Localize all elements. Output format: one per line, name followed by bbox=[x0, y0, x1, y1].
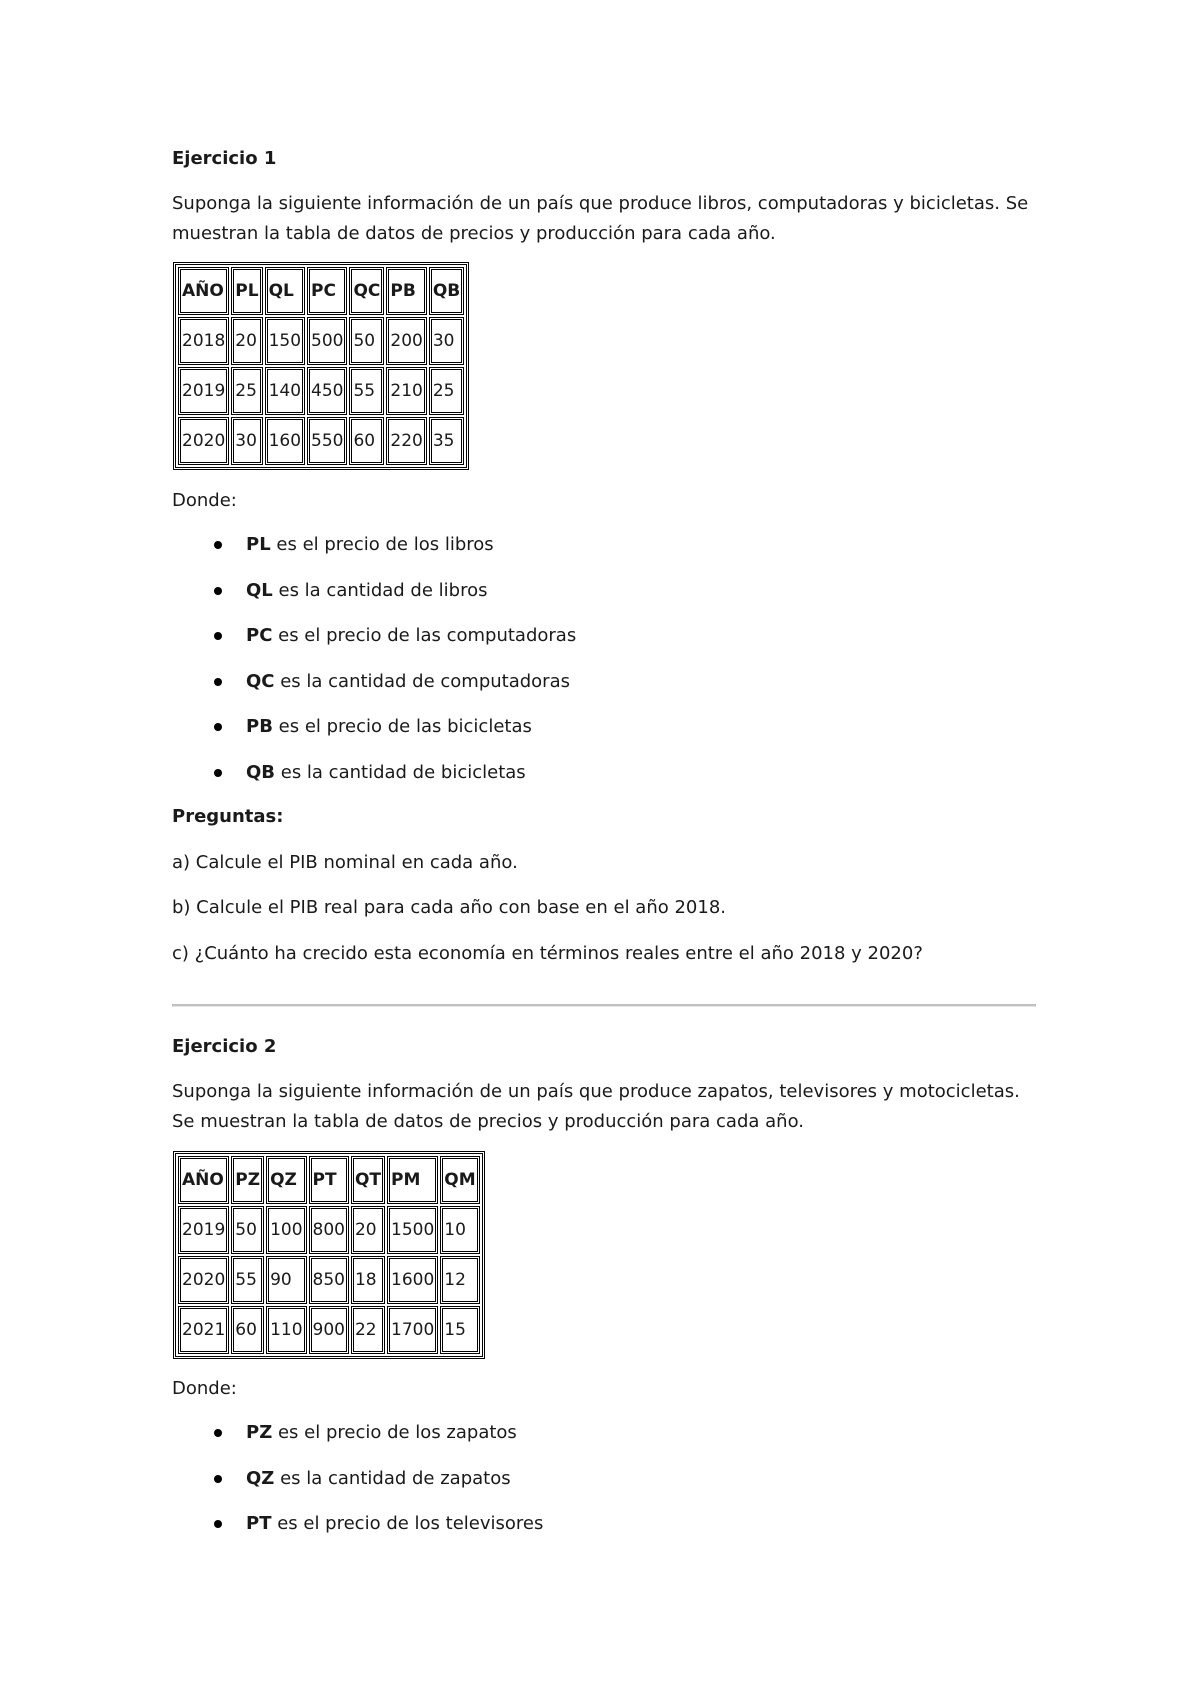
table-cell: 90 bbox=[266, 1256, 306, 1304]
table-header-cell: QB bbox=[429, 267, 464, 315]
table-header-cell: QC bbox=[349, 267, 384, 315]
exercise-1-intro-line-2: muestran la tabla de datos de precios y producción para cada año. bbox=[172, 223, 776, 244]
bullet-icon bbox=[214, 723, 222, 731]
table-cell: 50 bbox=[349, 317, 384, 365]
exercise-1-data-table bbox=[173, 262, 469, 470]
bullet-icon bbox=[214, 541, 222, 549]
exercise-2-data-table bbox=[173, 1151, 485, 1359]
table-header-cell: QZ bbox=[266, 1156, 306, 1204]
exercise-1-intro-line-1: Suponga la siguiente información de un país que produce libros, computadoras y bicicletas. Se bbox=[172, 193, 1029, 214]
exercise-1-question-a: a) Calcule el PIB nominal en cada año. bbox=[172, 852, 518, 873]
definition-term: QL bbox=[246, 579, 273, 601]
definition-term: QB bbox=[246, 761, 276, 783]
table-header-cell: PT bbox=[309, 1156, 349, 1204]
table-header-cell: PC bbox=[307, 267, 347, 315]
table-cell: 18 bbox=[351, 1256, 385, 1304]
definition-text: es la cantidad de libros bbox=[272, 579, 488, 601]
table-cell: 50 bbox=[231, 1206, 264, 1254]
definition-text: es el precio de los televisores bbox=[271, 1513, 544, 1534]
table-cell: 2020 bbox=[178, 417, 229, 465]
definition-text: es la cantidad de zapatos bbox=[274, 1467, 511, 1489]
table-cell: 1700 bbox=[387, 1306, 438, 1354]
bullet-icon bbox=[214, 1429, 222, 1437]
exercise-2-intro-line-1: Suponga la siguiente información de un país que produce zapatos, televisores y motocicletas. bbox=[172, 1081, 1020, 1102]
table-cell: 900 bbox=[309, 1306, 349, 1354]
definition-text: es el precio de los libros bbox=[270, 534, 494, 555]
table-cell: 30 bbox=[429, 317, 464, 365]
table-cell: 20 bbox=[231, 317, 262, 365]
table-cell: 30 bbox=[231, 417, 262, 465]
table-header-cell: PL bbox=[231, 267, 262, 315]
table-cell: 800 bbox=[309, 1206, 349, 1254]
bullet-icon bbox=[214, 678, 222, 686]
table-cell: 2021 bbox=[178, 1306, 229, 1354]
section-divider bbox=[172, 1004, 1036, 1007]
table-cell: 210 bbox=[386, 367, 426, 415]
table-cell: 20 bbox=[351, 1206, 385, 1254]
table-row bbox=[178, 317, 464, 365]
table-cell: 2020 bbox=[178, 1256, 229, 1304]
table-cell: 12 bbox=[440, 1256, 479, 1304]
table-cell: 2019 bbox=[178, 1206, 229, 1254]
bullet-icon bbox=[214, 769, 222, 777]
definition-term: PL bbox=[246, 534, 271, 555]
table-cell: 550 bbox=[307, 417, 347, 465]
table-cell: 22 bbox=[351, 1306, 385, 1354]
exercise-2-donde-label: Donde: bbox=[172, 1378, 237, 1399]
definition-term: PT bbox=[246, 1513, 272, 1534]
table-cell: 10 bbox=[440, 1206, 479, 1254]
exercise-1-question-b: b) Calcule el PIB real para cada año con base en el año 2018. bbox=[172, 897, 726, 918]
table-header-cell: PB bbox=[386, 267, 426, 315]
bullet-icon bbox=[214, 587, 222, 595]
definition-text: es el precio de las bicicletas bbox=[272, 716, 532, 737]
table-cell: 2018 bbox=[178, 317, 229, 365]
exercise-2-intro-line-2: Se muestran la tabla de datos de precios y producción para cada año. bbox=[172, 1111, 804, 1132]
table-header-row bbox=[178, 267, 464, 315]
table-cell: 1600 bbox=[387, 1256, 438, 1304]
table-cell: 15 bbox=[440, 1306, 479, 1354]
table-cell: 150 bbox=[265, 317, 305, 365]
table-cell: 25 bbox=[231, 367, 262, 415]
exercise-1-donde-label: Donde: bbox=[172, 490, 237, 511]
table-cell: 140 bbox=[265, 367, 305, 415]
table-cell: 100 bbox=[266, 1206, 306, 1254]
definition-term: PB bbox=[246, 716, 273, 737]
bullet-icon bbox=[214, 632, 222, 640]
table-cell: 60 bbox=[231, 1306, 264, 1354]
table-row bbox=[178, 417, 464, 465]
definition-term: QZ bbox=[246, 1467, 275, 1489]
table-header-cell: QT bbox=[351, 1156, 385, 1204]
table-row bbox=[178, 1256, 480, 1304]
table-cell: 55 bbox=[231, 1256, 264, 1304]
table-cell: 60 bbox=[349, 417, 384, 465]
table-cell: 55 bbox=[349, 367, 384, 415]
table-cell: 1500 bbox=[387, 1206, 438, 1254]
table-cell: 220 bbox=[386, 417, 426, 465]
table-header-row bbox=[178, 1156, 480, 1204]
table-cell: 160 bbox=[265, 417, 305, 465]
table-cell: 850 bbox=[309, 1256, 349, 1304]
table-header-cell: AÑO bbox=[178, 267, 229, 315]
exercise-1-questions-title: Preguntas: bbox=[172, 806, 284, 827]
table-header-cell: QL bbox=[265, 267, 305, 315]
definition-term: PC bbox=[246, 625, 273, 646]
table-cell: 110 bbox=[266, 1306, 306, 1354]
definition-term: PZ bbox=[246, 1422, 273, 1443]
table-cell: 200 bbox=[386, 317, 426, 365]
table-cell: 500 bbox=[307, 317, 347, 365]
table-row bbox=[178, 1206, 480, 1254]
table-cell: 450 bbox=[307, 367, 347, 415]
definition-text: es el precio de los zapatos bbox=[272, 1422, 517, 1443]
definition-term: QC bbox=[246, 670, 275, 692]
table-cell: 35 bbox=[429, 417, 464, 465]
table-header-cell: AÑO bbox=[178, 1156, 229, 1204]
table-cell: 25 bbox=[429, 367, 464, 415]
exercise-1-question-c: c) ¿Cuánto ha crecido esta economía en términos reales entre el año 2018 y 2020? bbox=[172, 943, 923, 964]
exercise-1-title: Ejercicio 1 bbox=[172, 148, 277, 169]
table-row bbox=[178, 367, 464, 415]
exercise-2-title: Ejercicio 2 bbox=[172, 1036, 277, 1057]
table-header-cell: PM bbox=[387, 1156, 438, 1204]
definition-text: es la cantidad de bicicletas bbox=[275, 761, 526, 783]
table-row bbox=[178, 1306, 480, 1354]
bullet-icon bbox=[214, 1520, 222, 1528]
definition-text: es el precio de las computadoras bbox=[272, 625, 577, 646]
definition-text: es la cantidad de computadoras bbox=[274, 670, 570, 692]
table-header-cell: QM bbox=[440, 1156, 479, 1204]
bullet-icon bbox=[214, 1475, 222, 1483]
table-cell: 2019 bbox=[178, 367, 229, 415]
table-header-cell: PZ bbox=[231, 1156, 264, 1204]
